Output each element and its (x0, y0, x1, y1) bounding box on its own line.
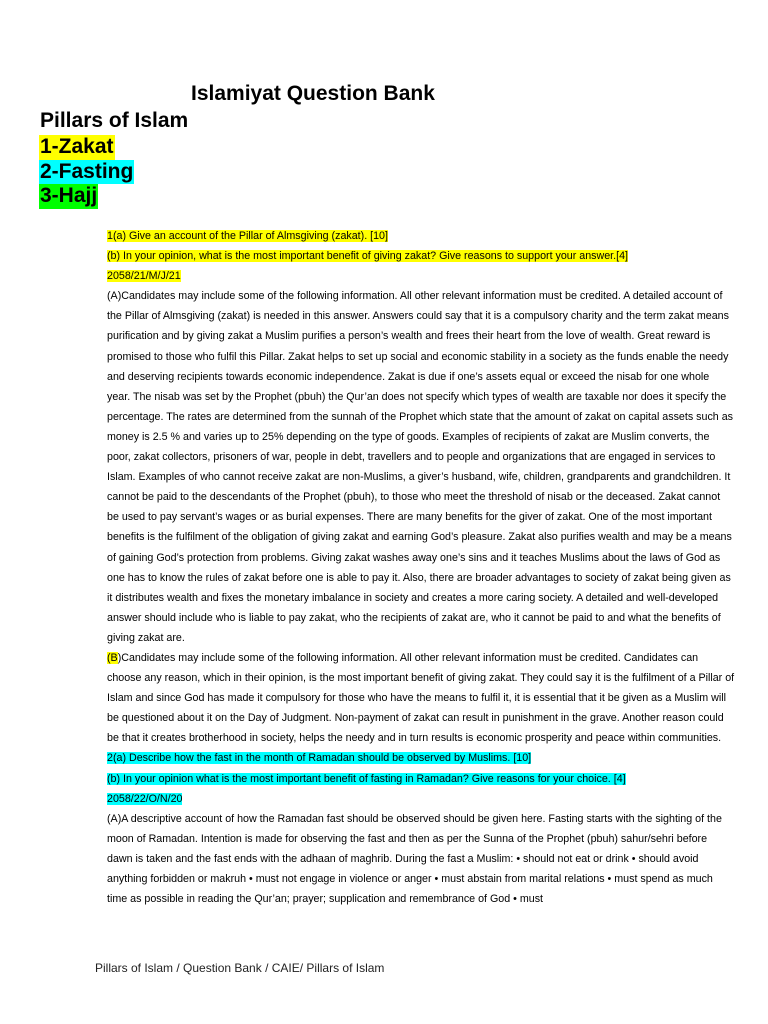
q1-answer-a: (A)Candidates may include some of the following information. All other relevant information must be credited. A detailed account of the Pillar of Almsgiving (zakat) is needed in this answer. Answers could say that it is a compulsory charity and the term zakat means purification and by giving zakat a Muslim purifies a person’s wealth and frees their heart from the love of wealth. Great reward is promised to those who fulfil this Pillar. Zakat helps to set up social and economic stability in a society as the funds enable the needy and deserving recipients towards economic independence. Zakat is due if one’s assets equal or exceed the nisab for one whole year. The nisab was set by the Prophet (pbuh) the Qur’an does not specify which types of wealth are taxable nor does it specify the percentage. The rates are determined from the sunnah of the Prophet which state that the amount of zakat on capital assets such as money is 2.5 % and varies up to 25% depending on the type of goods. Examples of recipients of zakat are Muslim converts, the poor, zakat collectors, prisoners of war, people in debt, travellers and to people and organizations that are engaged in services to Islam. Examples of who cannot receive zakat are non-Muslims, a giver’s husband, wife, children, grandparents and grandchildren. It cannot be paid to the descendants of the Prophet (pbuh), to those who meet the threshold of nisab or the deceased. Zakat cannot be used to pay servant’s wages or as burial expenses. There are many benefits for the giver of zakat. One of the most important benefits is the fulfilment of the obligation of giving zakat and earning God’s pleasure. Zakat also purifies wealth and may be a means of gaining God’s protection from problems. Giving zakat washes away one’s sins and it teaches Muslims about the laws of God as one has to know the rules of zakat before one is able to pay it. Also, there are broader advantages to society of zakat being given as it distributes wealth and fixes the monetary imbalance in society and creates a more caring society. A detailed and well-developed answer should include who is liable to pay zakat, who the recipients of zakat are, who it cannot be paid to and what the benefits of giving zakat are. (107, 290, 733, 644)
q1-part-a-text: 1(a) Give an account of the Pillar of Almsgiving (zakat). [10] (107, 230, 388, 242)
topic-fasting: 2-Fasting (40, 159, 134, 183)
q2-part-a (107, 748, 735, 768)
q1-part-b-text: (b) In your opinion, what is the most important benefit of giving zakat? Give reasons to support your answer.[4] (107, 250, 628, 263)
q2-answer-a: (A)A descriptive account of how the Ramadan fast should be observed should be given here. Fasting starts with the sighting of the moon of Ramadan. Intention is made for observing the fast and then as per the Sunna of the Prophet (pbuh) sahur/sehri before dawn is taken and the fast ends with the adhaan of maghrib. During the fast a Muslim: • should not eat or drink • should avoid anything forbidden or makruh • must not engage in violence or anger • must abstain from marital relations • must spend as much time as possible in reading the Qur’an; prayer; supplication and remembrance of God • must (107, 812, 722, 906)
question-bank-body (107, 226, 735, 909)
q1-part-a (107, 226, 735, 246)
q1-code-text: 2058/21/M/J/21 (107, 270, 181, 283)
section-heading: Pillars of Islam (40, 109, 189, 132)
topic-hajj: 3-Hajj (40, 184, 98, 207)
q1-code (107, 266, 735, 286)
q2-code (107, 789, 735, 809)
q1-part-b (107, 246, 735, 266)
document-title: Islamiyat Question Bank (191, 82, 435, 105)
q2-code-text: 2058/22/O/N/20 (107, 792, 183, 805)
q1-answer-b-marker: (B (107, 651, 118, 664)
q2-part-b-text: (b) In your opinion what is the most important benefit of fasting in Ramadan? Give reasons for your choice. [4] (107, 772, 626, 785)
q2-part-b (107, 769, 735, 789)
topic-zakat: 1-Zakat (40, 135, 114, 158)
q2-part-a-text: 2(a) Describe how the fast in the month of Ramadan should be observed by Muslims. [10] (107, 752, 532, 765)
q1-answer-b-text: )Candidates may include some of the following information. All other relevant information must be credited. Candidates can choose any reason, which in their opinion, is the most important benefit of giving zakat. They could say it is the fulfilment of a Pillar of Islam and since God has made it compulsory for those who have the means to fulfil it, it is essential that it be given as a Muslim will be questioned about it on the Day of Judgment. Non-payment of zakat can result in punishment in the grave. Another reason could be that it creates brotherhood in society, helps the needy and in turn results is economic prosperity and peace within communities. (107, 651, 735, 745)
topic-list (39, 135, 134, 209)
q1-answer-b (107, 648, 735, 748)
page-footer: Pillars of Islam / Question Bank / CAIE/ Pillars of Islam (95, 961, 385, 975)
